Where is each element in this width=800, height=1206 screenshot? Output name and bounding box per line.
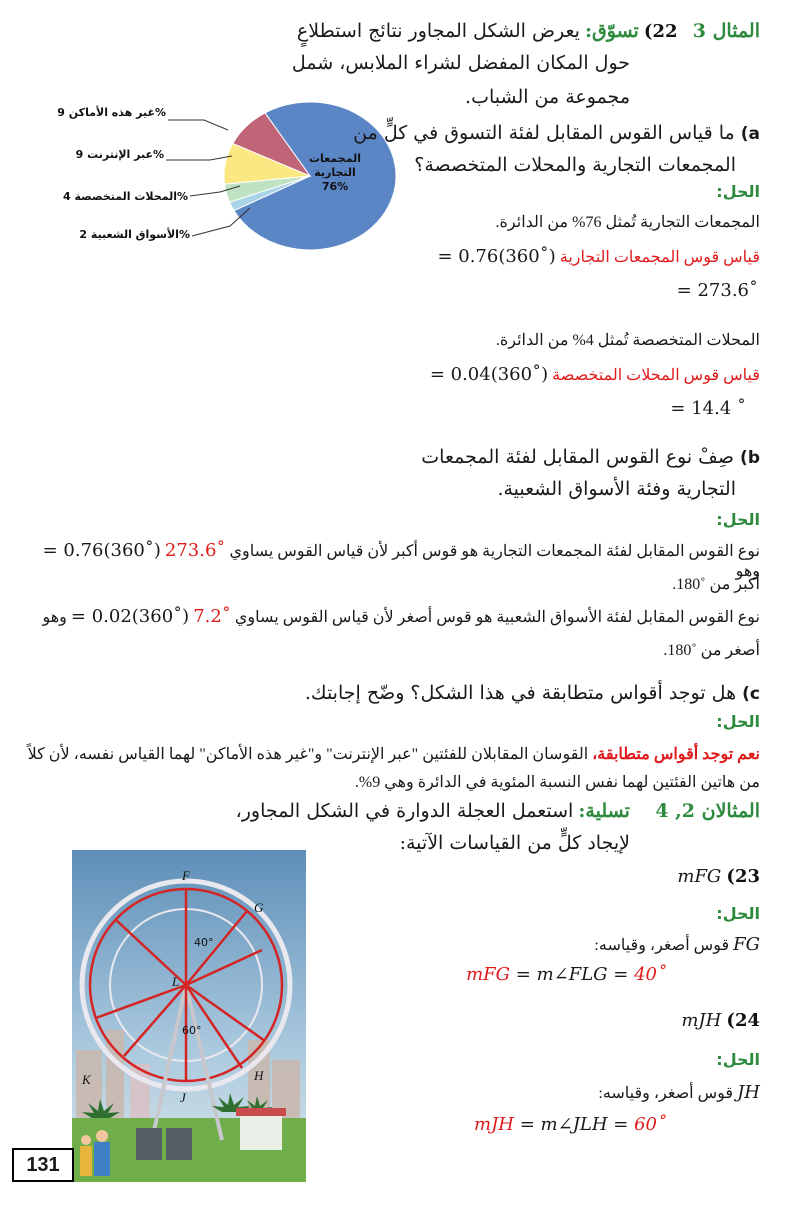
q23-header bbox=[677, 866, 760, 887]
part-b-line3-eq: = 0.02(360˚) bbox=[70, 606, 190, 627]
q24-description bbox=[598, 1082, 760, 1103]
q23-solution-label: الحل: bbox=[716, 904, 760, 923]
point-H: H bbox=[254, 1068, 264, 1083]
examples24-label: المثالان 2, 4 bbox=[655, 800, 760, 822]
ferris-wheel-figure bbox=[72, 850, 306, 1182]
point-F: F bbox=[182, 868, 190, 883]
part-c-letter: c) bbox=[742, 684, 760, 704]
part-b-line4: أصغر من ˚180. bbox=[663, 642, 760, 659]
pie-label-malls-l2: التجارية bbox=[314, 166, 356, 179]
examples24-text2: لإيجاد كلٍّ من القياسات الآتية: bbox=[399, 832, 630, 854]
pie-label-specialty: المحلات المتخصصة 4% bbox=[63, 190, 188, 203]
part-c-line1-rest: القوسان المقابلان للفئتين "عبر الإنترنت" و"غير هذه الأماكن" لهما القياس نفسه، لأن كلاً bbox=[27, 746, 589, 763]
q23-eq-value: 40˚ bbox=[634, 964, 666, 985]
q23-description bbox=[594, 934, 760, 955]
part-a-q2: المجمعات التجارية والمحلات المتخصصة؟ bbox=[414, 154, 736, 176]
page-number: 131 bbox=[12, 1148, 74, 1182]
q24-arc: JH bbox=[737, 1082, 760, 1103]
q24-eq-left: mJH bbox=[474, 1114, 514, 1135]
malls-statement: المجمعات التجارية تُمثل 76% من الدائرة. bbox=[495, 214, 760, 231]
part-b-line1 bbox=[20, 540, 760, 581]
pie-label-malls-l1: المجمعات bbox=[309, 152, 361, 165]
examples24-header bbox=[236, 794, 760, 828]
q23-equation bbox=[466, 964, 666, 985]
pie-chart bbox=[57, 96, 400, 256]
q23-eq-mid: = m∠FLG = bbox=[515, 964, 629, 985]
part-b-line3-tail: وهو bbox=[42, 609, 67, 626]
q23-expression: mFG bbox=[677, 866, 722, 887]
specialty-statement: المحلات المتخصصة تُمثل 4% من الدائرة. bbox=[495, 332, 760, 349]
part-b-line1-tail: وهو bbox=[735, 563, 760, 580]
q24-header bbox=[681, 1010, 760, 1031]
pie-label-other: غير هذه الأماكن 9% bbox=[57, 106, 166, 119]
part-c-solution-label: الحل: bbox=[716, 712, 760, 731]
part-c-line2: من هاتين الفئتين لهما نفس النسبة المئوية في الدائرة وهي 9%. bbox=[354, 774, 760, 791]
pie-label-internet: عبر الإنترنت 9% bbox=[75, 148, 164, 161]
specialty-arc-result: = 14.4 ˚ bbox=[670, 398, 746, 419]
specialty-arc-label: قياس قوس المحلات المتخصصة bbox=[552, 367, 760, 384]
q23-desc-text: قوس أصغر، وقياسه: bbox=[594, 937, 730, 954]
point-G: G bbox=[254, 900, 264, 915]
part-b-line3 bbox=[20, 606, 760, 627]
part-a-q1: ما قياس القوس المقابل لفئة التسوق في كلٍّ من bbox=[353, 122, 735, 144]
question-text-line3: مجموعة من الشباب. bbox=[465, 86, 630, 108]
part-b-letter: b) bbox=[740, 448, 760, 468]
part-b-line3-text: نوع القوس المقابل لفئة الأسواق الشعبية هو قوس أصغر لأن قياس القوس يساوي bbox=[234, 609, 760, 626]
point-K: K bbox=[82, 1072, 91, 1087]
pie-label-markets: الأسواق الشعبية 2% bbox=[79, 228, 190, 241]
q24-expression: mJH bbox=[681, 1010, 722, 1031]
part-c-q: هل توجد أقواس متطابقة في هذا الشكل؟ وضّح إجابتك. bbox=[304, 682, 737, 704]
q24-eq-mid: = m∠JLH = bbox=[519, 1114, 629, 1135]
part-b-line1-value: 273.6˚ bbox=[164, 540, 226, 561]
q23-arc: FG bbox=[733, 934, 760, 955]
q24-desc-text: قوس أصغر، وقياسه: bbox=[598, 1085, 734, 1102]
question-number: 22) bbox=[643, 21, 678, 42]
specialty-arc-expression: = 0.04(360˚) bbox=[429, 364, 549, 385]
part-b-question bbox=[421, 440, 760, 475]
q24-number: 24) bbox=[726, 1010, 760, 1031]
point-J: J bbox=[180, 1090, 186, 1105]
malls-equation bbox=[437, 246, 760, 267]
q24-eq-value: 60˚ bbox=[634, 1114, 666, 1135]
q23-number: 23) bbox=[726, 866, 760, 887]
part-c-answer: نعم توجد أقواس متطابقة، bbox=[592, 746, 760, 763]
q23-eq-left: mFG bbox=[466, 964, 511, 985]
examples24-text1: استعمل العجلة الدوارة في الشكل المجاور، bbox=[235, 800, 574, 822]
pie-label-malls-l3: 76% bbox=[321, 180, 349, 193]
part-b-line1-text: نوع القوس المقابل لفئة المجمعات التجارية هو قوس أكبر لأن قياس القوس يساوي bbox=[229, 543, 760, 560]
example-label: المثال 3 bbox=[692, 20, 760, 42]
q24-solution-label: الحل: bbox=[716, 1050, 760, 1069]
specialty-equation bbox=[430, 364, 760, 385]
part-b-q2: التجارية وفئة الأسواق الشعبية. bbox=[497, 478, 736, 500]
part-b-line3-value: 7.2˚ bbox=[193, 606, 231, 627]
malls-arc-result: = 273.6˚ bbox=[676, 280, 758, 301]
example3-header bbox=[20, 14, 760, 48]
topic-label: تسوّق: bbox=[585, 20, 639, 42]
part-b-line1-eq: = 0.76(360˚) bbox=[42, 540, 161, 561]
part-c-line1 bbox=[20, 744, 760, 764]
malls-arc-expression: = 0.76(360˚) bbox=[437, 246, 556, 267]
part-a-letter: a) bbox=[740, 124, 760, 144]
part-c-question bbox=[305, 676, 760, 711]
question-text-line2: حول المكان المفضل لشراء الملابس، شمل bbox=[291, 52, 630, 74]
malls-arc-label: قياس قوس المجمعات التجارية bbox=[559, 249, 760, 266]
question-text: يعرض الشكل المجاور نتائج استطلاعٍ bbox=[296, 20, 580, 42]
part-a-question bbox=[353, 116, 760, 151]
q24-equation bbox=[474, 1114, 666, 1135]
examples24-topic: تسلية: bbox=[578, 800, 630, 822]
part-b-line2: أكبر من ˚180. bbox=[672, 576, 760, 593]
part-a-solution-label: الحل: bbox=[716, 182, 760, 201]
part-b-q1: صِفْ نوع القوس المقابل لفئة المجمعات bbox=[421, 446, 734, 468]
angle-40: 40° bbox=[194, 936, 214, 949]
angle-60: 60° bbox=[182, 1024, 202, 1037]
point-L: L bbox=[172, 974, 180, 989]
part-b-solution-label: الحل: bbox=[716, 510, 760, 529]
